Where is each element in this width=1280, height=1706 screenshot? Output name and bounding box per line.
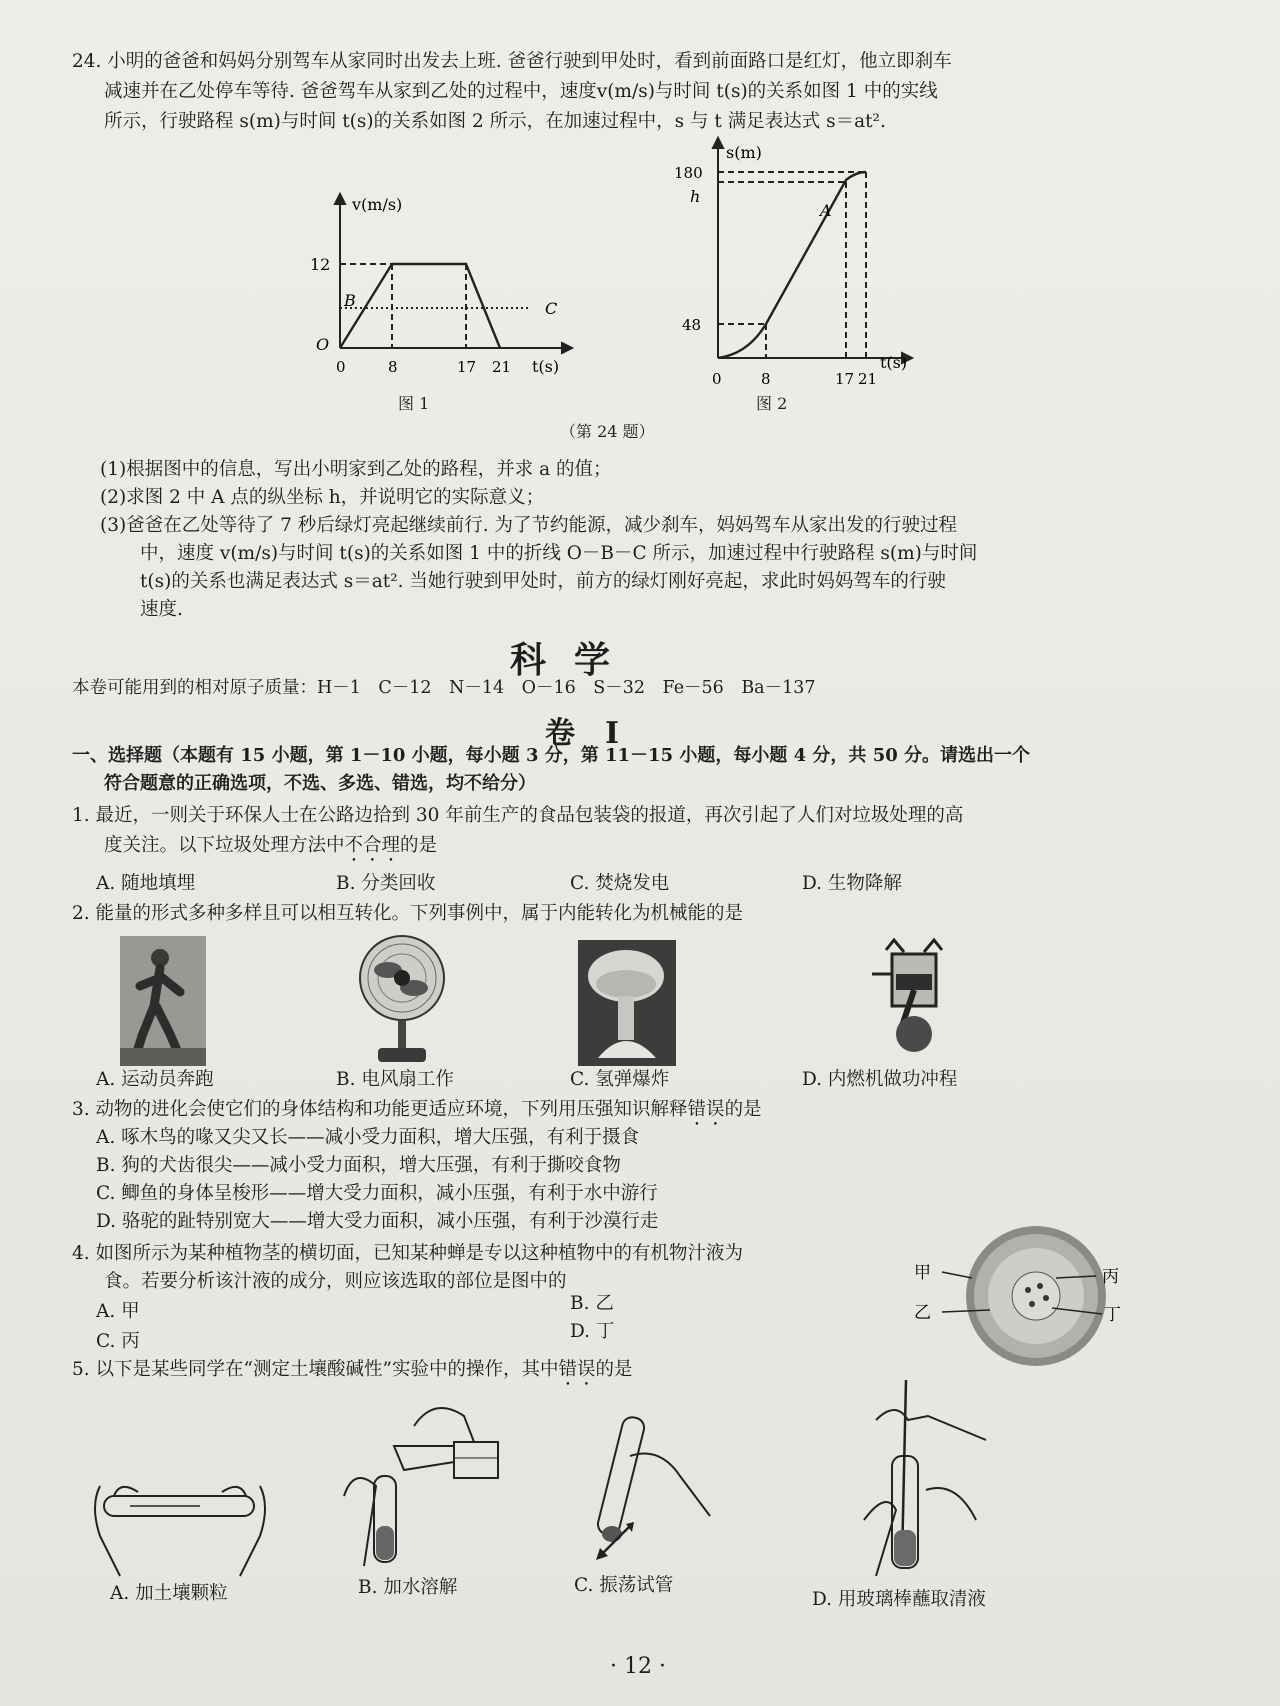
- q4-line2: 食。若要分析该汁液的成分，则应该选取的部位是图中的: [104, 1271, 567, 1292]
- q1-option-b: B. 分类回收: [336, 873, 436, 894]
- q3-option-a: A. 啄木鸟的喙又尖又长——减小受力面积，增大压强，有利于摄食: [96, 1127, 640, 1148]
- q2-option-c: C. 氢弹爆炸: [570, 1069, 670, 1090]
- q3-option-c: C. 鲫鱼的身体呈梭形——增大受力面积，减小压强，有利于水中游行: [96, 1183, 658, 1204]
- q4-option-b: B. 乙: [570, 1293, 614, 1314]
- q24-figure-caption: （第 24 题）: [560, 422, 655, 441]
- fig2-point-a: A: [820, 201, 832, 220]
- q1-text-pre: 度关注。以下垃圾处理方法中: [104, 835, 345, 856]
- q24-part3-line1: (3)爸爸在乙处等待了 7 秒后绿灯亮起继续前行. 为了节约能源，减少刹车，妈妈驾车从家出发的行驶过程: [100, 515, 958, 536]
- hydrogen-bomb-photo: [578, 940, 676, 1066]
- q5-option-c: C. 振荡试管: [574, 1575, 674, 1596]
- q4-option-c: C. 丙: [96, 1331, 140, 1352]
- fig1-point-b: B: [344, 291, 356, 310]
- fig1-caption: 图 1: [398, 394, 430, 413]
- label-bing: 丙: [1102, 1267, 1119, 1287]
- page-number: · 12 ·: [610, 1654, 666, 1679]
- fig1-x8: 8: [388, 358, 398, 376]
- q24-line2: 减速并在乙处停车等待. 爸爸驾车从家到乙处的过程中，速度v(m/s)与时间 t(s)的关系如图 1 中的实线: [104, 81, 938, 102]
- fig2-x8: 8: [761, 370, 771, 388]
- q1-line2: [104, 832, 437, 866]
- fig1-y12: 12: [310, 255, 331, 274]
- fig1-ylabel: v(m/s): [352, 195, 403, 214]
- q1-option-d: D. 生物降解: [802, 873, 902, 894]
- figure-2-distance-graph: [670, 136, 920, 426]
- science-title: 科学: [510, 639, 639, 681]
- q24-part3-line2: 中，速度 v(m/s)与时间 t(s)的关系如图 1 中的折线 O－B－C 所示，加速过程中行驶路程 s(m)与时间: [140, 543, 978, 564]
- label-yi: 乙: [914, 1303, 931, 1323]
- fig2-h: h: [690, 187, 701, 206]
- q2-option-b: B. 电风扇工作: [336, 1069, 454, 1090]
- fig2-y180: 180: [674, 164, 703, 182]
- q1-line1: 1. 最近，一则关于环保人士在公路边拾到 30 年前生产的食品包装袋的报道，再次引起了人们对垃圾处理的高: [72, 805, 964, 826]
- section-juan-1: 卷 Ⅰ: [545, 716, 620, 751]
- add-water-illustration: [334, 1386, 514, 1576]
- q24-line1: 24. 小明的爸爸和妈妈分别驾车从家同时出发去上班. 爸爸行驶到甲处时，看到前面路口是红灯，他立即刹车: [72, 51, 952, 72]
- label-ding: 丁: [1104, 1305, 1121, 1325]
- q1-option-c: C. 焚烧发电: [570, 873, 670, 894]
- fig2-xlabel: t(s): [880, 353, 908, 372]
- fig2-caption: 图 2: [756, 394, 788, 413]
- electric-fan-photo: [358, 930, 448, 1066]
- q3-text-post: 的是: [724, 1099, 762, 1120]
- plant-stem-cross-section: [906, 1220, 1126, 1370]
- fig1-x-arrow: [562, 343, 572, 353]
- q24-line3: 所示，行驶路程 s(m)与时间 t(s)的关系如图 2 所示，在加速过程中，s 与 t 满足表达式 s＝at².: [104, 111, 886, 132]
- fig2-x0: 0: [712, 370, 722, 388]
- q1-option-a: A. 随地填埋: [96, 873, 196, 894]
- section1-header-line1: 一、选择题（本题有 15 小题，第 1－10 小题，每小题 3 分，第 11－15 小题，每小题 4 分，共 50 分。请选出一个: [72, 745, 1031, 766]
- q1-text-post: 的是: [400, 835, 438, 856]
- fig1-point-c: C: [545, 299, 558, 318]
- q5-stem: [72, 1356, 632, 1390]
- fig1-x0: 0: [336, 358, 346, 376]
- fig1-y-arrow: [335, 194, 345, 204]
- fig2-x17: 17: [835, 370, 855, 388]
- fig1-solid-line: [340, 264, 500, 348]
- q24-part3-line4: 速度.: [140, 599, 183, 620]
- q3-option-b: B. 狗的犬齿很尖——减小受力面积，增大压强，有利于撕咬食物: [96, 1155, 621, 1176]
- q5-emphasis: 错误: [558, 1359, 596, 1380]
- q3-text-pre: 3. 动物的进化会使它们的身体结构和功能更适应环境，下列用压强知识解释: [72, 1099, 688, 1120]
- figure-1-velocity-graph: [300, 190, 580, 420]
- fig2-y48: 48: [682, 316, 702, 334]
- fig2-y-arrow: [713, 138, 723, 148]
- section1-header-line2: 符合题意的正确选项，不选、多选、错选，均不给分）: [104, 773, 536, 794]
- q4-line1: 4. 如图所示为某种植物茎的横切面，已知某种蝉是专以这种植物中的有机物汁液为: [72, 1243, 744, 1264]
- q4-option-a: A. 甲: [96, 1301, 140, 1322]
- q2-stem: 2. 能量的形式多种多样且可以相互转化。下列事例中，属于内能转化为机械能的是: [72, 903, 744, 924]
- q4-option-d: D. 丁: [570, 1321, 615, 1342]
- fig1-origin: O: [316, 335, 330, 354]
- glass-rod-illustration: [856, 1380, 1006, 1580]
- add-soil-illustration: [90, 1440, 270, 1580]
- label-jia: 甲: [914, 1263, 931, 1283]
- q5-option-a: A. 加土壤颗粒: [110, 1583, 228, 1604]
- q2-option-a: A. 运动员奔跑: [96, 1069, 214, 1090]
- q24-part2: (2)求图 2 中 A 点的纵坐标 h，并说明它的实际意义；: [100, 487, 545, 508]
- q3-option-d: D. 骆驼的趾特别宽大——增大受力面积，减小压强，有利于沙漠行走: [96, 1211, 659, 1232]
- q2-option-d: D. 内燃机做功冲程: [802, 1069, 958, 1090]
- fig2-x21: 21: [858, 370, 878, 388]
- shake-tube-illustration: [570, 1396, 720, 1576]
- runner-photo: [120, 936, 206, 1066]
- fig2-solid-curve: [718, 172, 866, 358]
- q5-option-b: B. 加水溶解: [358, 1577, 458, 1598]
- fig1-x17: 17: [457, 358, 477, 376]
- fig2-ylabel: s(m): [726, 143, 762, 162]
- atomic-mass-line: 本卷可能用到的相对原子质量：H－1 C－12 N－14 O－16 S－32 Fe－56 Ba－137: [72, 678, 816, 698]
- q5-text-pre: 5. 以下是某些同学在“测定土壤酸碱性”实验中的操作，其中: [72, 1359, 559, 1380]
- q5-option-d: D. 用玻璃棒蘸取清液: [812, 1589, 986, 1610]
- q24-part3-line3: t(s)的关系也满足表达式 s＝at². 当她行驶到甲处时，前方的绿灯刚好亮起，求此时妈妈驾车的行驶: [140, 571, 946, 592]
- fig1-xlabel: t(s): [532, 357, 560, 376]
- q3-emphasis: 错误: [687, 1099, 725, 1120]
- engine-cylinder-diagram: [864, 934, 964, 1062]
- fig1-x21: 21: [492, 358, 512, 376]
- q24-part1: (1)根据图中的信息，写出小明家到乙处的路程，并求 a 的值；: [100, 459, 612, 480]
- q1-emphasis: 不合理: [344, 835, 401, 856]
- q5-text-post: 的是: [595, 1359, 633, 1380]
